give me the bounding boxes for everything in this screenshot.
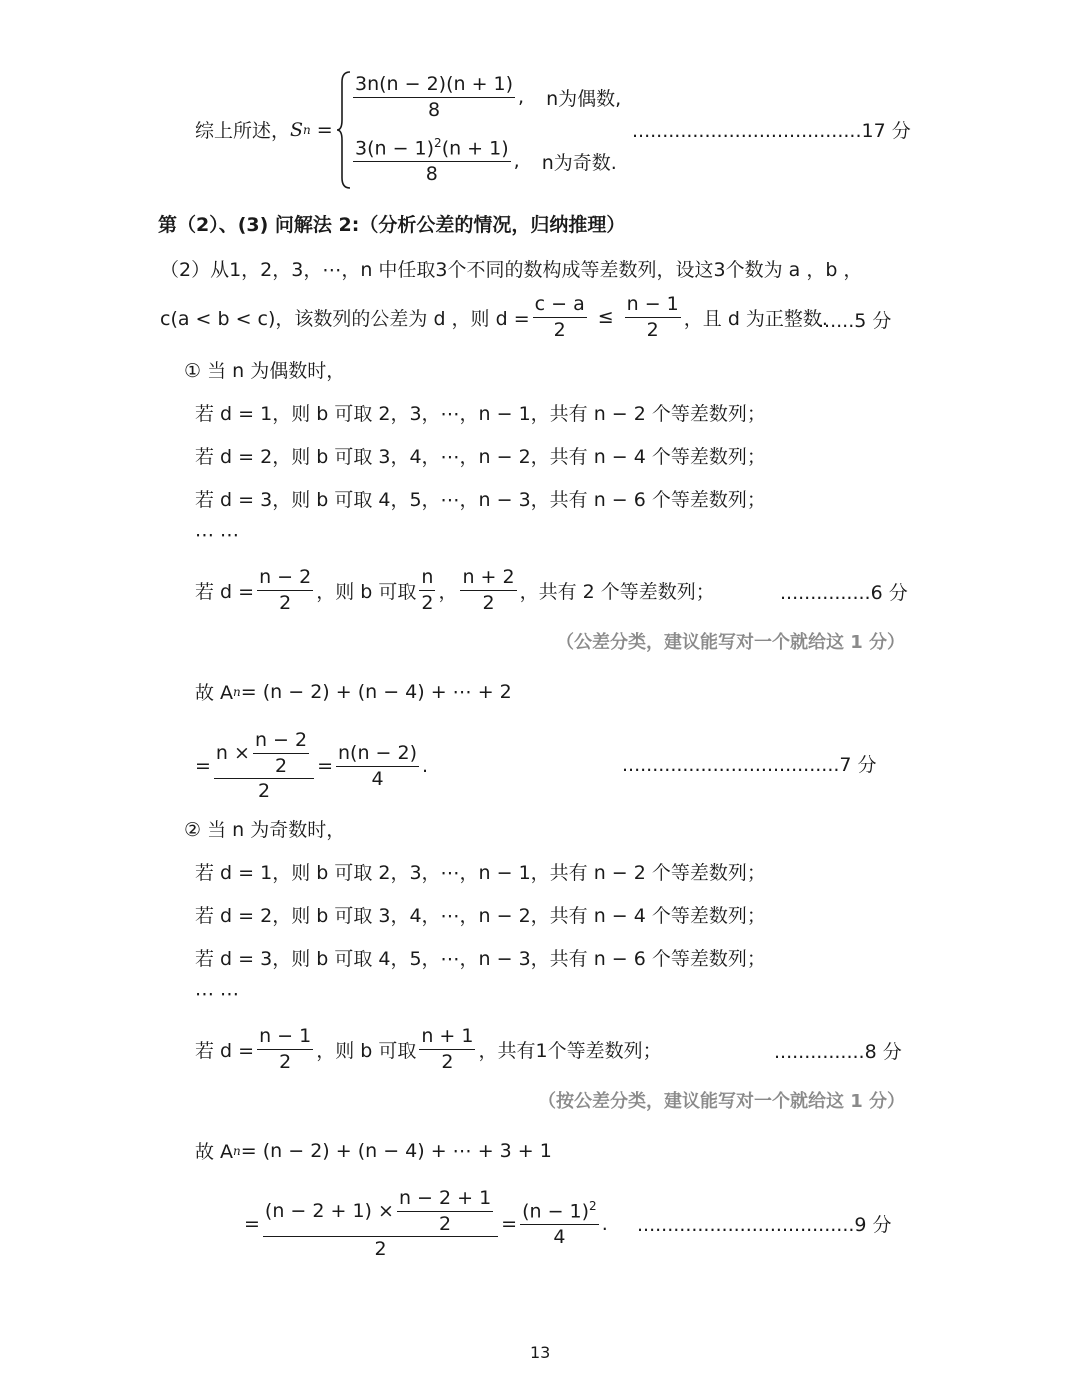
odd-sum-sub: n	[233, 1143, 241, 1158]
odd-f1-den: 2	[279, 1050, 292, 1073]
method-title: 第（2）、(3) 问解法 2:（分析公差的情况，归纳推理）	[158, 214, 626, 236]
even-ellipsis: ⋯ ⋯	[195, 524, 240, 546]
odd-last-frac-1	[257, 1024, 313, 1074]
odd-ellipsis: ⋯ ⋯	[195, 983, 240, 1005]
common-diff-denominator: 2	[553, 318, 566, 341]
even-sum-sub: n	[233, 684, 241, 699]
case-odd-num-a: 3(n − 1)	[355, 137, 435, 160]
case-odd-denominator: 8	[425, 163, 438, 186]
odd-res-end: .	[601, 1213, 608, 1236]
even-sum-line	[195, 678, 512, 705]
odd-last-c: ，共有1个等差数列；	[478, 1039, 662, 1062]
odd-res-inner-den: 2	[439, 1212, 452, 1235]
le-sign: ≤	[597, 306, 614, 329]
odd-result	[244, 1186, 608, 1262]
score-9: ....................................9 分	[637, 1214, 892, 1236]
even-res-num	[214, 728, 314, 779]
part2-line1: （2）从1，2，3，⋯，n 中任取3个不同的数构成等差数列，设这3个数为 a ，b ，	[160, 259, 863, 281]
odd-res-den2: 4	[553, 1225, 566, 1248]
odd-last-row	[195, 1024, 662, 1074]
max-diff-numerator: n − 1	[625, 292, 681, 318]
odd-res-inner-num: n − 2 + 1	[397, 1186, 493, 1212]
part2-line2-end: ，且 d 为正整数.	[683, 307, 828, 330]
case-even-numerator: 3n(n − 2)(n + 1)	[353, 72, 515, 98]
even-last-frac-2	[419, 565, 435, 615]
case-even-fraction	[353, 72, 515, 122]
even-last-frac-1	[257, 565, 313, 615]
odd-res-den: 2	[374, 1238, 387, 1261]
equals-sign: =	[316, 118, 333, 141]
sum-symbol: S	[290, 118, 304, 141]
odd-sum-line	[195, 1137, 552, 1164]
odd-sum-rest: = (n − 2) + (n − 4) + ⋯ + 3 + 1	[240, 1139, 552, 1162]
odd-row-2: 若 d = 2，则 b 可取 3，4，⋯，n − 2，共有 n − 4 个等差数列；	[195, 905, 766, 927]
page-number: 13	[530, 1343, 551, 1362]
case-odd-condition: n为奇数.	[541, 151, 617, 174]
summary-case-odd	[350, 136, 617, 187]
even-f2-num: n	[419, 565, 435, 591]
even-sum-rest: = (n − 2) + (n − 4) + ⋯ + 2	[240, 680, 512, 703]
odd-res-inner-a: (n − 2 + 1) ×	[264, 1199, 394, 1222]
even-last-a: 若 d =	[195, 580, 255, 603]
score-7: ....................................7 分	[622, 754, 877, 776]
even-f1-num: n − 2	[257, 565, 313, 591]
max-diff-fraction	[625, 292, 681, 342]
odd-last-frac-2	[419, 1024, 475, 1074]
even-last-row	[195, 565, 715, 615]
even-f3-num: n + 2	[460, 565, 516, 591]
even-row-3: 若 d = 3，则 b 可取 4，5，⋯，n − 3，共有 n − 6 个等差数列；	[195, 489, 766, 511]
case-odd-num-b: (n + 1)	[441, 137, 509, 160]
odd-res-frac	[263, 1186, 498, 1262]
odd-res-inner-frac	[397, 1186, 493, 1236]
even-row-1: 若 d = 1，则 b 可取 2，3，⋯，n − 1，共有 n − 2 个等差数列；	[195, 403, 766, 425]
score-6: ...............6 分	[780, 582, 908, 604]
sum-subscript: n	[303, 122, 311, 137]
even-heading: ① 当 n 为偶数时，	[184, 360, 346, 382]
odd-res-num2-sup: 2	[589, 1198, 597, 1213]
even-f3-den: 2	[482, 591, 495, 614]
odd-hint: （按公差分类，建议能写对一个就给这 1 分）	[538, 1091, 906, 1112]
odd-res-eq2: =	[501, 1213, 518, 1236]
even-hint: （公差分类，建议能写对一个就给这 1 分）	[556, 632, 906, 653]
summary-case-even	[350, 72, 621, 122]
case-even-denominator: 8	[427, 98, 441, 121]
even-res-frac-2	[336, 741, 419, 791]
even-result	[195, 728, 428, 804]
odd-res-num2-a: (n − 1)	[522, 1200, 590, 1222]
odd-res-frac-2	[520, 1199, 599, 1250]
even-res-inner-frac	[253, 728, 309, 778]
odd-res-num	[263, 1186, 498, 1237]
part2-line2	[160, 292, 828, 342]
odd-f2-den: 2	[441, 1050, 454, 1073]
even-res-inner-a: n ×	[215, 741, 250, 764]
common-diff-fraction	[533, 292, 587, 342]
even-res-inner-num: n − 2	[253, 728, 309, 754]
odd-heading: ② 当 n 为奇数时，	[184, 819, 346, 841]
even-sum-prefix: 故 A	[195, 682, 234, 704]
even-res-inner-den: 2	[274, 754, 288, 777]
case-odd-num-sup: 2	[434, 136, 442, 150]
even-res-eq2: =	[317, 755, 333, 778]
even-res-frac	[214, 728, 314, 804]
even-last-c: ，	[438, 580, 458, 603]
score-17: ......................................17 分	[632, 120, 911, 142]
case-odd-numerator	[353, 136, 511, 162]
odd-row-3: 若 d = 3，则 b 可取 4，5，⋯，n − 3，共有 n − 6 个等差数列；	[195, 948, 766, 970]
odd-row-1: 若 d = 1，则 b 可取 2，3，⋯，n − 1，共有 n − 2 个等差数列；	[195, 862, 766, 884]
even-res-num2: n(n − 2)	[336, 741, 419, 767]
score-5: ......5 分	[818, 310, 892, 332]
max-diff-denominator: 2	[646, 318, 659, 341]
case-odd-fraction	[353, 136, 511, 187]
even-last-frac-3	[460, 565, 516, 615]
odd-res-num2	[520, 1199, 599, 1225]
odd-f1-num: n − 1	[257, 1024, 313, 1050]
even-row-2: 若 d = 2，则 b 可取 3，4，⋯，n − 2，共有 n − 4 个等差数列；	[195, 446, 766, 468]
even-res-eq: =	[195, 755, 211, 778]
odd-sum-prefix: 故 A	[195, 1141, 234, 1163]
summary-prefix	[195, 116, 333, 143]
even-last-b: ，则 b 可取	[316, 580, 417, 603]
case-even-separator: ,	[518, 86, 525, 109]
score-8: ...............8 分	[774, 1041, 902, 1063]
even-last-d: ，共有 2 个等差数列；	[519, 580, 715, 603]
even-f2-den: 2	[421, 591, 434, 614]
even-f1-den: 2	[279, 591, 292, 614]
odd-last-b: ，则 b 可取	[316, 1039, 417, 1062]
common-diff-numerator: c − a	[533, 292, 587, 318]
case-even-condition: n为偶数,	[546, 87, 622, 110]
part2-line2-text: c(a < b < c)，该数列的公差为 d ，则 d =	[160, 307, 530, 330]
even-res-end: .	[422, 755, 429, 778]
summary-label: 综上所述，	[195, 120, 291, 142]
case-odd-separator: ,	[513, 150, 520, 173]
odd-res-eq: =	[244, 1213, 260, 1236]
odd-last-a: 若 d =	[195, 1039, 255, 1062]
even-res-den2: 4	[371, 767, 384, 790]
odd-f2-num: n + 1	[419, 1024, 475, 1050]
even-res-den: 2	[257, 780, 271, 803]
